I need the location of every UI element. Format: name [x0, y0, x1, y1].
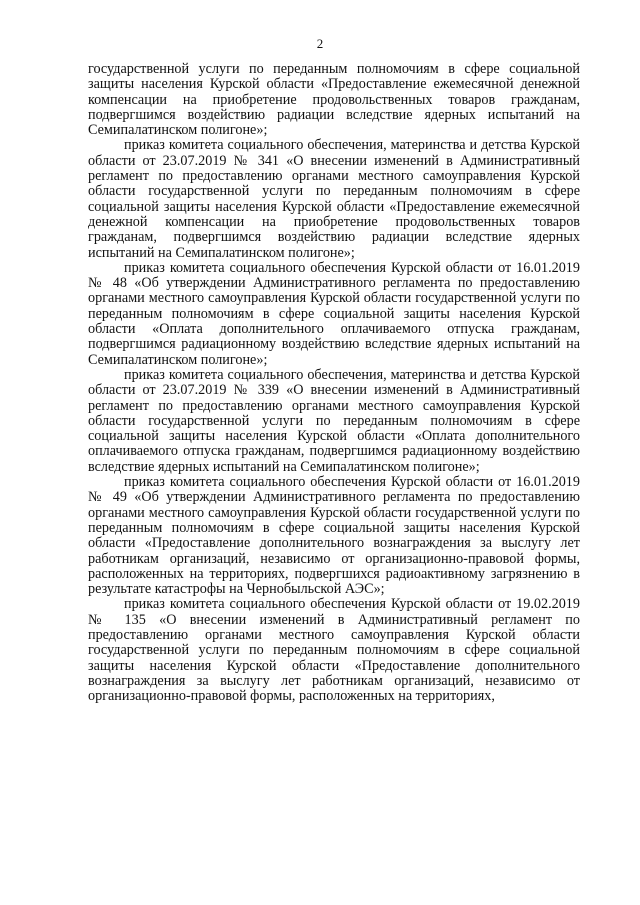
paragraph-continuation: государственной услуги по переданным полномочиям в сфере социальной защиты населения Курской области «Предоставление ежемесячной денежной компенсации на приобретение продовольственных товаров гражданам, подвергшимся воздействию радиации вследствие ядерных испытаний на Семипалатинском полигоне»; [88, 61, 580, 139]
paragraph-order-135: приказ комитета социального обеспечения Курской области от 19.02.2019 № 135 «О внесении изменений в Административный регламент по предоставлению органами местного самоуправления Курской области государственной услуги по переданным полномочиям в сфере социальной защиты населения Курской области «Предоставление дополнительного вознаграждения за выслугу лет работникам организаций, независимо от организационно-правовой формы, расположенных на территориях, [88, 596, 580, 705]
page-number: 2 [316, 36, 324, 51]
paragraph-order-339: приказ комитета социального обеспечения, материнства и детства Курской области от 23.07.2019 № 339 «О внесении изменений в Административный регламент по предоставлению органами местного самоуправления Курской области государственной услуги по переданным полномочиям в сфере социальной защиты населения Курской области «Оплата дополнительного оплачиваемого отпуска гражданам, подвергшимся радиационному воздействию вследствие ядерных испытаний на Семипалатинском полигоне»; [88, 366, 580, 475]
paragraph-order-341: приказ комитета социального обеспечения, материнства и детства Курской области от 23.07.2019 № 341 «О внесении изменений в Административный регламент по предоставлению органами местного самоуправления Курской области государственной услуги по переданным полномочиям в сфере социальной защиты населения Курской области «Предоставление ежемесячной денежной компенсации на приобретение продовольственных товаров гражданам, подвергшимся воздействию радиации вследствие ядерных испытаний на Семипалатинском полигоне»; [88, 137, 580, 261]
document-body [88, 62, 580, 704]
paragraph-order-48: приказ комитета социального обеспечения Курской области от 16.01.2019 № 48 «Об утверждении Административного регламента по предоставлению органами местного самоуправления Курской области государственной услуги по переданным полномочиям в сфере социальной защиты населения Курской области «Оплата дополнительного оплачиваемого отпуска гражданам, подвергшимся радиационному воздействию вследствие ядерных испытаний на Семипалатинском полигоне»; [88, 259, 580, 368]
paragraph-order-49: приказ комитета социального обеспечения Курской области от 16.01.2019 № 49 «Об утверждении Административного регламента по предоставлению органами местного самоуправления Курской области государственной услуги по переданным полномочиям в сфере социальной защиты населения Курской области «Предоставление дополнительного вознаграждения за выслугу лет работникам организаций, независимо от организационно-правовой формы, расположенных на территориях, подвергшихся радиоактивному загрязнению в результате катастрофы на Чернобыльской АЭС»; [88, 474, 580, 598]
